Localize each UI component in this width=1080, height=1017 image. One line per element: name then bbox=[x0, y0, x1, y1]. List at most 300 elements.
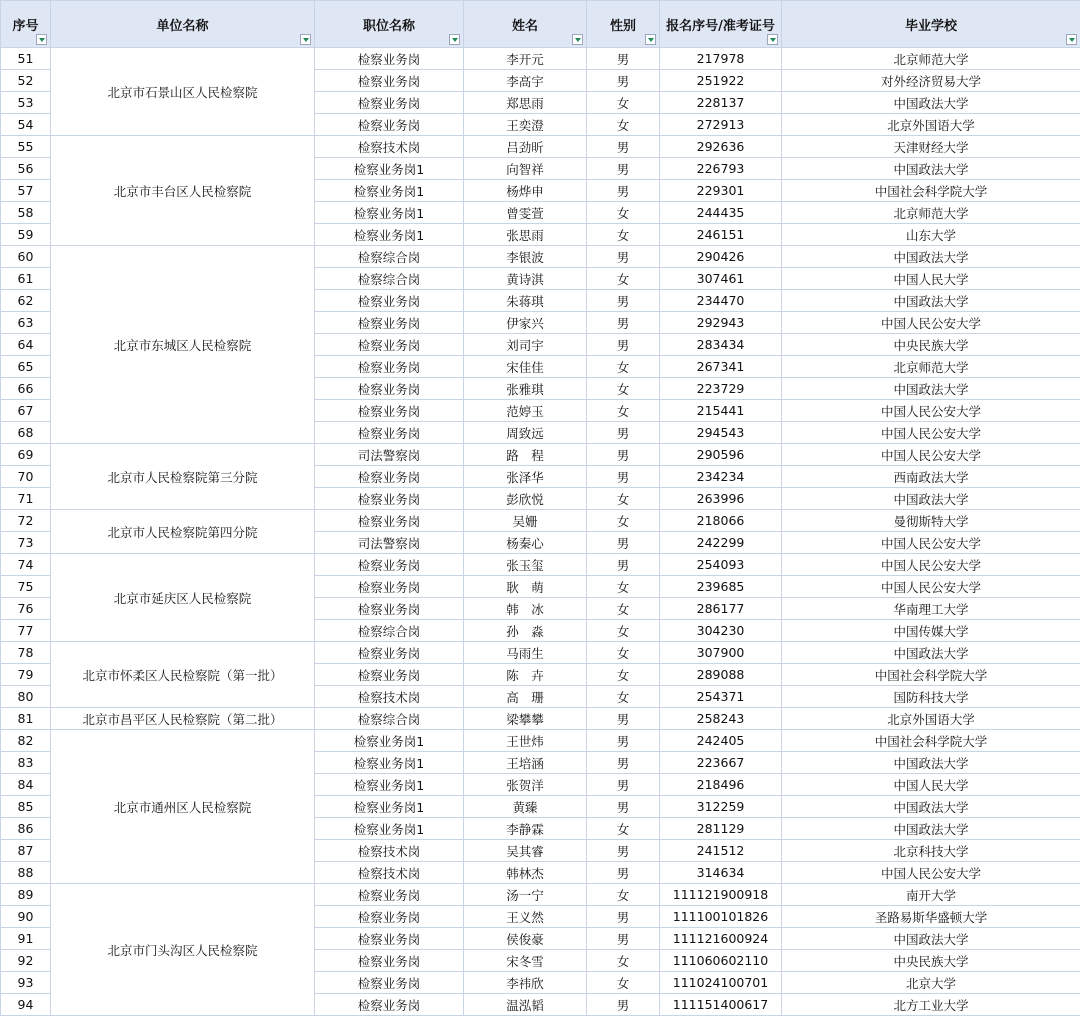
header-row bbox=[1, 1, 1080, 48]
cell-school[interactable]: 西南政法大学 bbox=[782, 466, 1080, 488]
cell-position[interactable]: 检察业务岗1 bbox=[315, 796, 464, 818]
cell-school[interactable]: 南开大学 bbox=[782, 884, 1080, 906]
filter-dropdown-icon[interactable] bbox=[300, 34, 311, 45]
cell-sex[interactable]: 女 bbox=[587, 686, 660, 708]
cell-name[interactable]: 宋冬雪 bbox=[464, 950, 587, 972]
cell-school[interactable]: 中国政法大学 bbox=[782, 642, 1080, 664]
cell-sex[interactable]: 男 bbox=[587, 48, 660, 70]
cell-position[interactable]: 检察业务岗 bbox=[315, 884, 464, 906]
cell-position[interactable]: 检察业务岗 bbox=[315, 488, 464, 510]
cell-no[interactable]: 61 bbox=[1, 268, 51, 290]
cell-id[interactable]: 242299 bbox=[660, 532, 782, 554]
header-school[interactable] bbox=[782, 1, 1080, 48]
cell-unit[interactable]: 北京市延庆区人民检察院 bbox=[51, 554, 315, 642]
cell-school[interactable]: 北京大学 bbox=[782, 972, 1080, 994]
cell-name[interactable]: 张玉玺 bbox=[464, 554, 587, 576]
cell-position[interactable]: 司法警察岗 bbox=[315, 444, 464, 466]
cell-school[interactable]: 北方工业大学 bbox=[782, 994, 1080, 1016]
cell-name[interactable]: 范婷玉 bbox=[464, 400, 587, 422]
cell-school[interactable]: 圣路易斯华盛顿大学 bbox=[782, 906, 1080, 928]
table-row bbox=[1, 730, 1080, 752]
cell-id[interactable]: 292943 bbox=[660, 312, 782, 334]
cell-name[interactable]: 李高宇 bbox=[464, 70, 587, 92]
cell-id[interactable]: 229301 bbox=[660, 180, 782, 202]
header-id[interactable] bbox=[660, 1, 782, 48]
header-name[interactable] bbox=[464, 1, 587, 48]
cell-position[interactable]: 检察综合岗 bbox=[315, 246, 464, 268]
cell-no[interactable]: 64 bbox=[1, 334, 51, 356]
cell-id[interactable]: 312259 bbox=[660, 796, 782, 818]
cell-id[interactable]: 215441 bbox=[660, 400, 782, 422]
cell-name[interactable]: 彭欣悦 bbox=[464, 488, 587, 510]
cell-sex[interactable]: 女 bbox=[587, 884, 660, 906]
cell-school[interactable]: 天津财经大学 bbox=[782, 136, 1080, 158]
cell-sex[interactable]: 男 bbox=[587, 136, 660, 158]
cell-name[interactable]: 路 程 bbox=[464, 444, 587, 466]
cell-no[interactable]: 75 bbox=[1, 576, 51, 598]
cell-name[interactable]: 李静霖 bbox=[464, 818, 587, 840]
cell-sex[interactable]: 男 bbox=[587, 708, 660, 730]
cell-name[interactable]: 汤一宁 bbox=[464, 884, 587, 906]
filter-dropdown-icon[interactable] bbox=[449, 34, 460, 45]
cell-name[interactable]: 杨烨申 bbox=[464, 180, 587, 202]
cell-school[interactable]: 中国社会科学院大学 bbox=[782, 730, 1080, 752]
cell-no[interactable]: 70 bbox=[1, 466, 51, 488]
cell-name[interactable]: 孙 淼 bbox=[464, 620, 587, 642]
cell-id[interactable]: 251922 bbox=[660, 70, 782, 92]
header-no[interactable] bbox=[1, 1, 51, 48]
cell-school[interactable]: 中国人民公安大学 bbox=[782, 862, 1080, 884]
cell-name[interactable]: 李银波 bbox=[464, 246, 587, 268]
cell-sex[interactable]: 女 bbox=[587, 664, 660, 686]
cell-position[interactable]: 检察业务岗 bbox=[315, 356, 464, 378]
cell-no[interactable]: 81 bbox=[1, 708, 51, 730]
cell-sex[interactable]: 女 bbox=[587, 488, 660, 510]
cell-name[interactable]: 张雅琪 bbox=[464, 378, 587, 400]
filter-dropdown-icon[interactable] bbox=[767, 34, 778, 45]
cell-no[interactable]: 80 bbox=[1, 686, 51, 708]
cell-id[interactable]: 281129 bbox=[660, 818, 782, 840]
cell-sex[interactable]: 女 bbox=[587, 510, 660, 532]
cell-id[interactable]: 228137 bbox=[660, 92, 782, 114]
cell-no[interactable]: 83 bbox=[1, 752, 51, 774]
cell-position[interactable]: 检察技术岗 bbox=[315, 686, 464, 708]
cell-sex[interactable]: 男 bbox=[587, 334, 660, 356]
cell-no[interactable]: 93 bbox=[1, 972, 51, 994]
cell-sex[interactable]: 女 bbox=[587, 642, 660, 664]
cell-no[interactable]: 66 bbox=[1, 378, 51, 400]
cell-unit[interactable]: 北京市人民检察院第三分院 bbox=[51, 444, 315, 510]
cell-sex[interactable]: 女 bbox=[587, 114, 660, 136]
cell-no[interactable]: 62 bbox=[1, 290, 51, 312]
cell-name[interactable]: 周致远 bbox=[464, 422, 587, 444]
cell-position[interactable]: 检察业务岗1 bbox=[315, 774, 464, 796]
table-row bbox=[1, 642, 1080, 664]
cell-id[interactable]: 223729 bbox=[660, 378, 782, 400]
cell-position[interactable]: 司法警察岗 bbox=[315, 532, 464, 554]
cell-unit[interactable]: 北京市通州区人民检察院 bbox=[51, 730, 315, 884]
cell-no[interactable]: 82 bbox=[1, 730, 51, 752]
cell-no[interactable]: 67 bbox=[1, 400, 51, 422]
cell-name[interactable]: 李祎欣 bbox=[464, 972, 587, 994]
cell-name[interactable]: 吴其睿 bbox=[464, 840, 587, 862]
cell-no[interactable]: 94 bbox=[1, 994, 51, 1016]
cell-position[interactable]: 检察业务岗1 bbox=[315, 202, 464, 224]
cell-position[interactable]: 检察业务岗1 bbox=[315, 224, 464, 246]
filter-dropdown-icon[interactable] bbox=[572, 34, 583, 45]
cell-position[interactable]: 检察业务岗1 bbox=[315, 818, 464, 840]
cell-no[interactable]: 85 bbox=[1, 796, 51, 818]
cell-sex[interactable]: 男 bbox=[587, 730, 660, 752]
cell-id[interactable]: 218496 bbox=[660, 774, 782, 796]
table-row bbox=[1, 708, 1080, 730]
cell-name[interactable]: 王培涵 bbox=[464, 752, 587, 774]
cell-sex[interactable]: 男 bbox=[587, 862, 660, 884]
cell-no[interactable]: 76 bbox=[1, 598, 51, 620]
cell-sex[interactable]: 男 bbox=[587, 532, 660, 554]
cell-id[interactable]: 314634 bbox=[660, 862, 782, 884]
cell-school[interactable]: 北京外国语大学 bbox=[782, 114, 1080, 136]
cell-school[interactable]: 北京科技大学 bbox=[782, 840, 1080, 862]
cell-school[interactable]: 中国社会科学院大学 bbox=[782, 664, 1080, 686]
cell-name[interactable]: 杨秦心 bbox=[464, 532, 587, 554]
header-sex[interactable] bbox=[587, 1, 660, 48]
cell-no[interactable]: 84 bbox=[1, 774, 51, 796]
cell-unit[interactable]: 北京市门头沟区人民检察院 bbox=[51, 884, 315, 1016]
cell-position[interactable]: 检察业务岗 bbox=[315, 466, 464, 488]
cell-school[interactable]: 中央民族大学 bbox=[782, 950, 1080, 972]
cell-school[interactable]: 中国人民大学 bbox=[782, 268, 1080, 290]
cell-no[interactable]: 77 bbox=[1, 620, 51, 642]
cell-name[interactable]: 宋佳佳 bbox=[464, 356, 587, 378]
cell-unit[interactable]: 北京市昌平区人民检察院（第二批） bbox=[51, 708, 315, 730]
cell-id[interactable]: 234470 bbox=[660, 290, 782, 312]
cell-position[interactable]: 检察业务岗 bbox=[315, 334, 464, 356]
cell-name[interactable]: 张思雨 bbox=[464, 224, 587, 246]
cell-id[interactable]: 286177 bbox=[660, 598, 782, 620]
cell-sex[interactable]: 男 bbox=[587, 774, 660, 796]
cell-sex[interactable]: 女 bbox=[587, 92, 660, 114]
cell-name[interactable]: 王奕澄 bbox=[464, 114, 587, 136]
cell-no[interactable]: 79 bbox=[1, 664, 51, 686]
cell-name[interactable]: 王义然 bbox=[464, 906, 587, 928]
cell-school[interactable]: 北京外国语大学 bbox=[782, 708, 1080, 730]
cell-id[interactable]: 111121600924 bbox=[660, 928, 782, 950]
cell-name[interactable]: 马雨生 bbox=[464, 642, 587, 664]
cell-id[interactable]: 218066 bbox=[660, 510, 782, 532]
cell-id[interactable]: 263996 bbox=[660, 488, 782, 510]
cell-id[interactable]: 304230 bbox=[660, 620, 782, 642]
cell-position[interactable]: 检察业务岗 bbox=[315, 994, 464, 1016]
cell-id[interactable]: 272913 bbox=[660, 114, 782, 136]
cell-position[interactable]: 检察业务岗 bbox=[315, 400, 464, 422]
cell-position[interactable]: 检察业务岗 bbox=[315, 312, 464, 334]
cell-sex[interactable]: 女 bbox=[587, 576, 660, 598]
cell-position[interactable]: 检察业务岗 bbox=[315, 554, 464, 576]
cell-sex[interactable]: 男 bbox=[587, 312, 660, 334]
cell-school[interactable]: 中国政法大学 bbox=[782, 246, 1080, 268]
cell-unit[interactable]: 北京市丰台区人民检察院 bbox=[51, 136, 315, 246]
cell-name[interactable]: 伊家兴 bbox=[464, 312, 587, 334]
header-no-label: 序号 bbox=[12, 18, 39, 34]
cell-id[interactable]: 294543 bbox=[660, 422, 782, 444]
cell-sex[interactable]: 男 bbox=[587, 246, 660, 268]
filter-dropdown-icon[interactable] bbox=[1066, 34, 1077, 45]
cell-no[interactable]: 74 bbox=[1, 554, 51, 576]
cell-sex[interactable]: 男 bbox=[587, 158, 660, 180]
cell-school[interactable]: 对外经济贸易大学 bbox=[782, 70, 1080, 92]
cell-position[interactable]: 检察业务岗1 bbox=[315, 180, 464, 202]
cell-school[interactable]: 中国人民公安大学 bbox=[782, 444, 1080, 466]
cell-position[interactable]: 检察业务岗 bbox=[315, 576, 464, 598]
cell-sex[interactable]: 男 bbox=[587, 180, 660, 202]
table-row bbox=[1, 444, 1080, 466]
cell-id[interactable]: 283434 bbox=[660, 334, 782, 356]
cell-school[interactable]: 中国政法大学 bbox=[782, 818, 1080, 840]
cell-name[interactable]: 向智祥 bbox=[464, 158, 587, 180]
cell-position[interactable]: 检察业务岗 bbox=[315, 510, 464, 532]
cell-no[interactable]: 88 bbox=[1, 862, 51, 884]
cell-sex[interactable]: 男 bbox=[587, 840, 660, 862]
cell-school[interactable]: 中国人民公安大学 bbox=[782, 400, 1080, 422]
cell-school[interactable]: 中央民族大学 bbox=[782, 334, 1080, 356]
cell-sex[interactable]: 女 bbox=[587, 620, 660, 642]
cell-no[interactable]: 56 bbox=[1, 158, 51, 180]
cell-name[interactable]: 梁攀攀 bbox=[464, 708, 587, 730]
cell-no[interactable]: 91 bbox=[1, 928, 51, 950]
cell-no[interactable]: 57 bbox=[1, 180, 51, 202]
cell-id[interactable]: 111060602110 bbox=[660, 950, 782, 972]
cell-id[interactable]: 234234 bbox=[660, 466, 782, 488]
cell-sex[interactable]: 女 bbox=[587, 202, 660, 224]
table-row bbox=[1, 554, 1080, 576]
cell-name[interactable]: 王世炜 bbox=[464, 730, 587, 752]
cell-position[interactable]: 检察业务岗 bbox=[315, 928, 464, 950]
cell-name[interactable]: 耿 萌 bbox=[464, 576, 587, 598]
cell-id[interactable]: 254371 bbox=[660, 686, 782, 708]
cell-position[interactable]: 检察业务岗1 bbox=[315, 158, 464, 180]
cell-name[interactable]: 郑思雨 bbox=[464, 92, 587, 114]
cell-id[interactable]: 111121900918 bbox=[660, 884, 782, 906]
cell-sex[interactable]: 男 bbox=[587, 554, 660, 576]
cell-school[interactable]: 曼彻斯特大学 bbox=[782, 510, 1080, 532]
cell-no[interactable]: 73 bbox=[1, 532, 51, 554]
cell-school[interactable]: 中国政法大学 bbox=[782, 796, 1080, 818]
cell-no[interactable]: 92 bbox=[1, 950, 51, 972]
cell-id[interactable]: 111024100701 bbox=[660, 972, 782, 994]
cell-name[interactable]: 高 珊 bbox=[464, 686, 587, 708]
cell-school[interactable]: 中国人民公安大学 bbox=[782, 422, 1080, 444]
cell-sex[interactable]: 男 bbox=[587, 752, 660, 774]
cell-id[interactable]: 239685 bbox=[660, 576, 782, 598]
cell-id[interactable]: 289088 bbox=[660, 664, 782, 686]
cell-school[interactable]: 国防科技大学 bbox=[782, 686, 1080, 708]
header-unit-label: 单位名称 bbox=[156, 18, 209, 34]
cell-sex[interactable]: 男 bbox=[587, 928, 660, 950]
cell-no[interactable]: 86 bbox=[1, 818, 51, 840]
cell-position[interactable]: 检察综合岗 bbox=[315, 708, 464, 730]
cell-sex[interactable]: 男 bbox=[587, 466, 660, 488]
cell-position[interactable]: 检察技术岗 bbox=[315, 136, 464, 158]
cell-name[interactable]: 陈 卉 bbox=[464, 664, 587, 686]
header-position[interactable] bbox=[315, 1, 464, 48]
cell-position[interactable]: 检察业务岗 bbox=[315, 48, 464, 70]
cell-no[interactable]: 90 bbox=[1, 906, 51, 928]
cell-id[interactable]: 292636 bbox=[660, 136, 782, 158]
cell-school[interactable]: 中国人民大学 bbox=[782, 774, 1080, 796]
table-row bbox=[1, 246, 1080, 268]
cell-no[interactable]: 55 bbox=[1, 136, 51, 158]
cell-sex[interactable]: 女 bbox=[587, 356, 660, 378]
cell-no[interactable]: 89 bbox=[1, 884, 51, 906]
cell-position[interactable]: 检察业务岗 bbox=[315, 642, 464, 664]
cell-id[interactable]: 223667 bbox=[660, 752, 782, 774]
cell-name[interactable]: 吴姗 bbox=[464, 510, 587, 532]
cell-position[interactable]: 检察业务岗 bbox=[315, 114, 464, 136]
cell-id[interactable]: 246151 bbox=[660, 224, 782, 246]
cell-school[interactable]: 中国政法大学 bbox=[782, 378, 1080, 400]
cell-name[interactable]: 朱蒋琪 bbox=[464, 290, 587, 312]
cell-school[interactable]: 中国传媒大学 bbox=[782, 620, 1080, 642]
cell-sex[interactable]: 女 bbox=[587, 598, 660, 620]
cell-position[interactable]: 检察业务岗 bbox=[315, 378, 464, 400]
cell-id[interactable]: 307461 bbox=[660, 268, 782, 290]
cell-position[interactable]: 检察业务岗 bbox=[315, 70, 464, 92]
cell-position[interactable]: 检察业务岗 bbox=[315, 950, 464, 972]
cell-position[interactable]: 检察技术岗 bbox=[315, 840, 464, 862]
cell-position[interactable]: 检察业务岗 bbox=[315, 664, 464, 686]
cell-sex[interactable]: 女 bbox=[587, 378, 660, 400]
cell-sex[interactable]: 女 bbox=[587, 268, 660, 290]
cell-name[interactable]: 黄诗淇 bbox=[464, 268, 587, 290]
cell-school[interactable]: 中国政法大学 bbox=[782, 92, 1080, 114]
cell-school[interactable]: 中国政法大学 bbox=[782, 752, 1080, 774]
cell-no[interactable]: 68 bbox=[1, 422, 51, 444]
cell-sex[interactable]: 男 bbox=[587, 70, 660, 92]
cell-school[interactable]: 中国政法大学 bbox=[782, 158, 1080, 180]
cell-unit[interactable]: 北京市东城区人民检察院 bbox=[51, 246, 315, 444]
cell-id[interactable]: 290426 bbox=[660, 246, 782, 268]
table-row bbox=[1, 136, 1080, 158]
cell-no[interactable]: 78 bbox=[1, 642, 51, 664]
cell-name[interactable]: 张泽华 bbox=[464, 466, 587, 488]
cell-school[interactable]: 中国人民公安大学 bbox=[782, 554, 1080, 576]
cell-school[interactable]: 中国人民公安大学 bbox=[782, 532, 1080, 554]
header-unit[interactable] bbox=[51, 1, 315, 48]
cell-id[interactable]: 258243 bbox=[660, 708, 782, 730]
cell-sex[interactable]: 男 bbox=[587, 290, 660, 312]
cell-school[interactable]: 北京师范大学 bbox=[782, 202, 1080, 224]
cell-position[interactable]: 检察业务岗 bbox=[315, 422, 464, 444]
cell-position[interactable]: 检察业务岗 bbox=[315, 906, 464, 928]
cell-school[interactable]: 中国政法大学 bbox=[782, 488, 1080, 510]
cell-position[interactable]: 检察业务岗 bbox=[315, 598, 464, 620]
cell-sex[interactable]: 女 bbox=[587, 818, 660, 840]
cell-school[interactable]: 中国政法大学 bbox=[782, 928, 1080, 950]
cell-no[interactable]: 52 bbox=[1, 70, 51, 92]
cell-id[interactable]: 307900 bbox=[660, 642, 782, 664]
cell-sex[interactable]: 男 bbox=[587, 422, 660, 444]
cell-school[interactable]: 中国人民公安大学 bbox=[782, 576, 1080, 598]
cell-name[interactable]: 曾雯萱 bbox=[464, 202, 587, 224]
filter-dropdown-icon[interactable] bbox=[36, 34, 47, 45]
cell-id[interactable]: 244435 bbox=[660, 202, 782, 224]
cell-sex[interactable]: 男 bbox=[587, 444, 660, 466]
cell-sex[interactable]: 男 bbox=[587, 994, 660, 1016]
cell-id[interactable]: 254093 bbox=[660, 554, 782, 576]
cell-id[interactable]: 217978 bbox=[660, 48, 782, 70]
cell-id[interactable]: 242405 bbox=[660, 730, 782, 752]
cell-name[interactable]: 侯俊豪 bbox=[464, 928, 587, 950]
cell-school[interactable]: 华南理工大学 bbox=[782, 598, 1080, 620]
cell-school[interactable]: 中国社会科学院大学 bbox=[782, 180, 1080, 202]
cell-position[interactable]: 检察业务岗 bbox=[315, 92, 464, 114]
cell-name[interactable]: 吕劲昕 bbox=[464, 136, 587, 158]
cell-sex[interactable]: 女 bbox=[587, 972, 660, 994]
cell-unit[interactable]: 北京市怀柔区人民检察院（第一批） bbox=[51, 642, 315, 708]
cell-no[interactable]: 53 bbox=[1, 92, 51, 114]
cell-sex[interactable]: 男 bbox=[587, 906, 660, 928]
header-sex-label: 性别 bbox=[609, 18, 636, 34]
cell-id[interactable]: 111100101826 bbox=[660, 906, 782, 928]
cell-unit[interactable]: 北京市人民检察院第四分院 bbox=[51, 510, 315, 554]
cell-name[interactable]: 刘司宇 bbox=[464, 334, 587, 356]
filter-dropdown-icon[interactable] bbox=[645, 34, 656, 45]
cell-position[interactable]: 检察业务岗1 bbox=[315, 752, 464, 774]
cell-position[interactable]: 检察综合岗 bbox=[315, 620, 464, 642]
cell-position[interactable]: 检察业务岗1 bbox=[315, 730, 464, 752]
cell-name[interactable]: 韩 冰 bbox=[464, 598, 587, 620]
cell-sex[interactable]: 女 bbox=[587, 950, 660, 972]
cell-name[interactable]: 李开元 bbox=[464, 48, 587, 70]
cell-name[interactable]: 张贺洋 bbox=[464, 774, 587, 796]
cell-id[interactable]: 226793 bbox=[660, 158, 782, 180]
cell-no[interactable]: 54 bbox=[1, 114, 51, 136]
cell-school[interactable]: 中国人民公安大学 bbox=[782, 312, 1080, 334]
cell-name[interactable]: 黄臻 bbox=[464, 796, 587, 818]
cell-no[interactable]: 71 bbox=[1, 488, 51, 510]
cell-school[interactable]: 北京师范大学 bbox=[782, 48, 1080, 70]
cell-no[interactable]: 63 bbox=[1, 312, 51, 334]
cell-no[interactable]: 65 bbox=[1, 356, 51, 378]
cell-name[interactable]: 温泓韬 bbox=[464, 994, 587, 1016]
cell-position[interactable]: 检察技术岗 bbox=[315, 862, 464, 884]
cell-no[interactable]: 60 bbox=[1, 246, 51, 268]
cell-sex[interactable]: 女 bbox=[587, 224, 660, 246]
cell-no[interactable]: 69 bbox=[1, 444, 51, 466]
cell-id[interactable]: 290596 bbox=[660, 444, 782, 466]
cell-no[interactable]: 51 bbox=[1, 48, 51, 70]
cell-sex[interactable]: 男 bbox=[587, 796, 660, 818]
cell-id[interactable]: 267341 bbox=[660, 356, 782, 378]
cell-position[interactable]: 检察业务岗 bbox=[315, 290, 464, 312]
cell-no[interactable]: 58 bbox=[1, 202, 51, 224]
cell-no[interactable]: 59 bbox=[1, 224, 51, 246]
cell-unit[interactable]: 北京市石景山区人民检察院 bbox=[51, 48, 315, 136]
cell-no[interactable]: 72 bbox=[1, 510, 51, 532]
cell-no[interactable]: 87 bbox=[1, 840, 51, 862]
header-position-label: 职位名称 bbox=[362, 18, 415, 34]
cell-name[interactable]: 韩林杰 bbox=[464, 862, 587, 884]
cell-sex[interactable]: 女 bbox=[587, 400, 660, 422]
cell-school[interactable]: 山东大学 bbox=[782, 224, 1080, 246]
cell-position[interactable]: 检察业务岗 bbox=[315, 972, 464, 994]
cell-id[interactable]: 241512 bbox=[660, 840, 782, 862]
cell-position[interactable]: 检察综合岗 bbox=[315, 268, 464, 290]
cell-id[interactable]: 111151400617 bbox=[660, 994, 782, 1016]
cell-school[interactable]: 中国政法大学 bbox=[782, 290, 1080, 312]
cell-school[interactable]: 北京师范大学 bbox=[782, 356, 1080, 378]
